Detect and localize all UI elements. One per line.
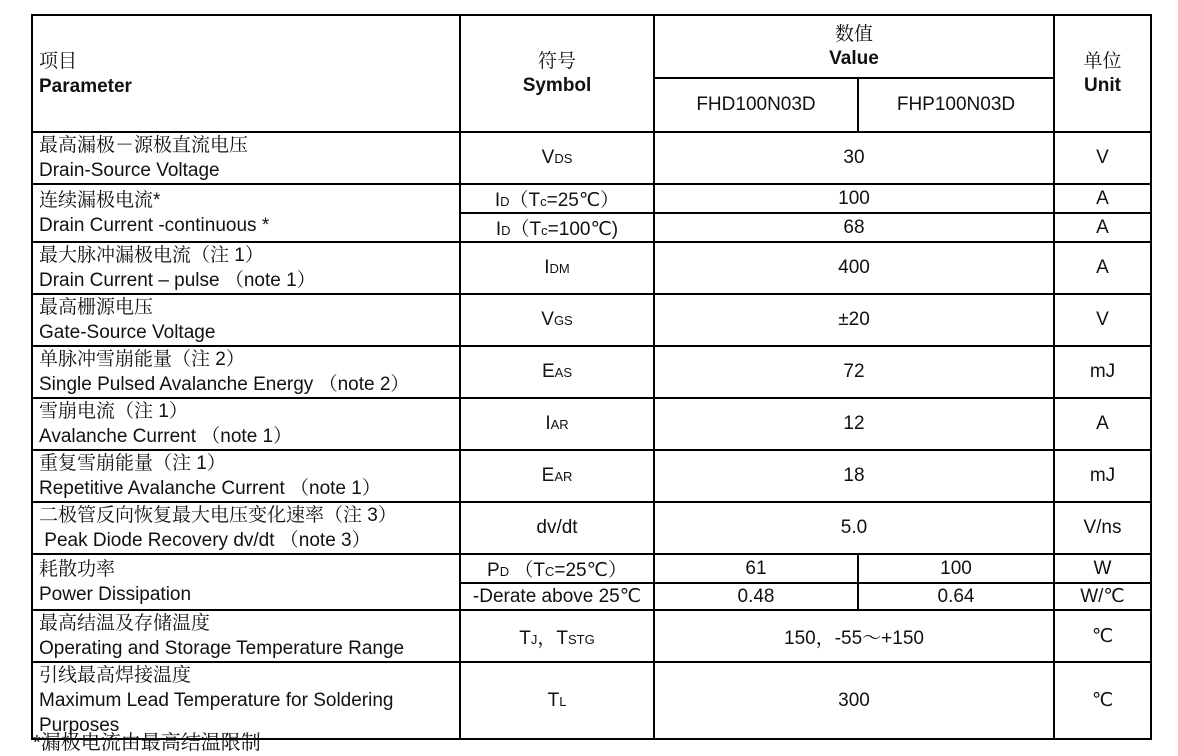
- symbol-id25-pre: （T: [509, 190, 541, 211]
- symbol-vgs: [460, 294, 654, 346]
- symbol-vds: [460, 132, 654, 184]
- symbol-vgs-sub: GS: [553, 313, 573, 328]
- param-vds: [32, 132, 460, 184]
- symbol-tl-sub: L: [559, 693, 567, 709]
- symbol-id100-post: =100℃): [547, 219, 619, 240]
- symbol-id25-main: I: [494, 190, 501, 211]
- symbol-tj-main: T: [519, 627, 531, 649]
- param-tj-en: Operating and Storage Temperature Range: [39, 638, 405, 659]
- param-pd-cn: 耗散功率: [39, 559, 116, 580]
- symbol-id100-tsub: c: [541, 223, 548, 238]
- symbol-tj-sub: J: [530, 631, 538, 647]
- table-row-vds: [32, 132, 1151, 184]
- param-idm-cn: 最大脉冲漏极电流（注 1）: [39, 245, 264, 266]
- absolute-maximum-ratings-table: [31, 14, 1152, 740]
- symbol-id25-tsub: c: [540, 194, 547, 209]
- table-row-vgs: [32, 294, 1151, 346]
- symbol-pd-sub: D: [499, 564, 510, 579]
- param-eas-en: Single Pulsed Avalanche Energy （note 2）: [39, 374, 410, 395]
- table-row-dvdt: [32, 502, 1151, 554]
- value-pd-fhp: 100: [858, 554, 1054, 583]
- value-pd-fhd: 61: [654, 554, 858, 583]
- value-ear: 18: [654, 450, 1054, 502]
- symbol-idm-sub: DM: [549, 261, 570, 276]
- unit-idm: A: [1054, 242, 1151, 294]
- table-row-eas: [32, 346, 1151, 398]
- symbol-vgs-main: V: [541, 309, 554, 330]
- param-id-cn: 连续漏极电流*: [39, 190, 161, 211]
- symbol-vds-main: V: [541, 147, 555, 168]
- param-idm: [32, 242, 460, 294]
- header-unit-en: Unit: [1084, 74, 1121, 96]
- value-dvdt: 5.0: [654, 502, 1054, 554]
- param-vgs-cn: 最高栅源电压: [39, 297, 154, 318]
- param-dvdt: [32, 502, 460, 554]
- symbol-iar: [460, 398, 654, 450]
- header-symbol-cn: 符号: [537, 50, 576, 72]
- symbol-derate: -Derate above 25℃: [460, 583, 654, 610]
- symbol-ear: [460, 450, 654, 502]
- header-value-cn: 数值: [834, 23, 873, 45]
- symbol-idm: [460, 242, 654, 294]
- param-vds-cn: 最高漏极－源极直流电压: [39, 135, 249, 156]
- symbol-tstg-main: T: [556, 627, 568, 649]
- value-derate-fhd: 0.48: [654, 583, 858, 610]
- value-vds: 30: [654, 132, 1054, 184]
- symbol-tl-main: T: [547, 689, 560, 711]
- symbol-pd-main: P: [487, 560, 500, 581]
- header-parameter-en: Parameter: [39, 75, 132, 97]
- unit-ear: mJ: [1054, 450, 1151, 502]
- value-idm: 400: [654, 242, 1054, 294]
- unit-tl: ℃: [1054, 662, 1151, 739]
- param-dvdt-en: Peak Diode Recovery dv/dt （note 3）: [39, 530, 371, 551]
- symbol-tl: [460, 662, 654, 739]
- symbol-pd-tsub: C: [545, 564, 555, 579]
- symbol-id25-sub: D: [500, 194, 510, 209]
- param-tl-en: Maximum Lead Temperature for Soldering Purposes: [39, 690, 399, 736]
- value-derate-fhp: 0.64: [858, 583, 1054, 610]
- param-iar-en: Avalanche Current （note 1）: [39, 426, 293, 447]
- unit-dvdt: V/ns: [1054, 502, 1151, 554]
- header-parameter-cn: 项目: [39, 50, 78, 72]
- param-id-en: Drain Current -continuous *: [39, 215, 270, 236]
- param-pd: [32, 554, 460, 610]
- value-id-25: 100: [654, 184, 1054, 213]
- param-tj: [32, 610, 460, 662]
- symbol-id-100: [460, 213, 654, 242]
- unit-vgs: V: [1054, 294, 1151, 346]
- symbol-id-25: [460, 184, 654, 213]
- table-row-idm: [32, 242, 1151, 294]
- param-idm-en: Drain Current – pulse （note 1）: [39, 270, 316, 291]
- header-unit-cn: 单位: [1083, 50, 1122, 72]
- symbol-pd: [460, 554, 654, 583]
- table-row-ear: [32, 450, 1151, 502]
- footnote: *漏极电流由最高结温限制: [33, 732, 261, 754]
- symbol-id100-main: I: [495, 219, 502, 240]
- header-unit-cell: [1054, 15, 1151, 132]
- header-value-en: Value: [829, 47, 879, 69]
- param-eas: [32, 346, 460, 398]
- symbol-id100-sub: D: [501, 223, 511, 238]
- symbol-id100-pre: （T: [510, 219, 542, 240]
- value-tl: 300: [654, 662, 1054, 739]
- header-symbol-cell: [460, 15, 654, 132]
- unit-tj: ℃: [1054, 610, 1151, 662]
- value-eas: 72: [654, 346, 1054, 398]
- value-iar: 12: [654, 398, 1054, 450]
- symbol-ear-sub: AR: [554, 469, 573, 484]
- param-vds-en: Drain-Source Voltage: [39, 160, 220, 181]
- unit-derate: W/℃: [1054, 583, 1151, 610]
- symbol-vds-sub: DS: [554, 151, 573, 166]
- symbol-pd-post: =25℃）: [554, 560, 627, 581]
- symbol-iar-sub: AR: [550, 417, 569, 432]
- symbol-pd-pre: （T: [509, 560, 545, 581]
- symbol-ear-main: E: [541, 465, 555, 486]
- param-iar: [32, 398, 460, 450]
- param-ear-cn: 重复雪崩能量（注 1）: [39, 453, 226, 474]
- value-id-100: 68: [654, 213, 1054, 242]
- param-tj-cn: 最高结温及存储温度: [39, 613, 211, 634]
- symbol-id25-post: =25℃）: [546, 190, 620, 211]
- table-row-iar: [32, 398, 1151, 450]
- unit-eas: mJ: [1054, 346, 1151, 398]
- unit-iar: A: [1054, 398, 1151, 450]
- param-ear-en: Repetitive Avalanche Current （note 1）: [39, 478, 381, 499]
- param-iar-cn: 雪崩电流（注 1）: [39, 401, 188, 422]
- unit-vds: V: [1054, 132, 1151, 184]
- symbol-eas-main: E: [541, 361, 555, 382]
- value-tj: 150，-55～+150: [654, 610, 1054, 662]
- model-column-fhd100n03d: FHD100N03D: [654, 78, 858, 132]
- table-row-id-25: [32, 184, 1151, 213]
- symbol-idm-main: I: [544, 257, 550, 278]
- model-column-fhp100n03d: FHP100N03D: [858, 78, 1054, 132]
- param-dvdt-cn: 二极管反向恢复最大电压变化速率（注 3）: [39, 505, 397, 526]
- header-parameter-cell: [32, 15, 460, 132]
- param-tl-cn: 引线最高焊接温度: [39, 665, 192, 686]
- param-ear: [32, 450, 460, 502]
- table-row-tj-tstg: [32, 610, 1151, 662]
- header-row-1: [32, 15, 1151, 78]
- symbol-tstg-sub: STG: [568, 631, 595, 647]
- value-vgs: ±20: [654, 294, 1054, 346]
- header-symbol-en: Symbol: [522, 74, 592, 96]
- symbol-tj-tstg: [460, 610, 654, 662]
- table-row-pd: [32, 554, 1151, 583]
- symbol-dvdt: dv/dt: [460, 502, 654, 554]
- unit-id-25: A: [1054, 184, 1151, 213]
- param-pd-en: Power Dissipation: [39, 584, 192, 605]
- param-id-continuous: [32, 184, 460, 242]
- unit-id-100: A: [1054, 213, 1151, 242]
- symbol-eas-sub: AS: [554, 365, 573, 380]
- symbol-tj-sep: ，: [537, 627, 557, 649]
- unit-pd: W: [1054, 554, 1151, 583]
- param-eas-cn: 单脉冲雪崩能量（注 2）: [39, 349, 245, 370]
- symbol-eas: [460, 346, 654, 398]
- symbol-iar-main: I: [545, 413, 551, 434]
- header-value-cell: [654, 15, 1054, 78]
- param-vgs-en: Gate-Source Voltage: [39, 322, 216, 343]
- param-vgs: [32, 294, 460, 346]
